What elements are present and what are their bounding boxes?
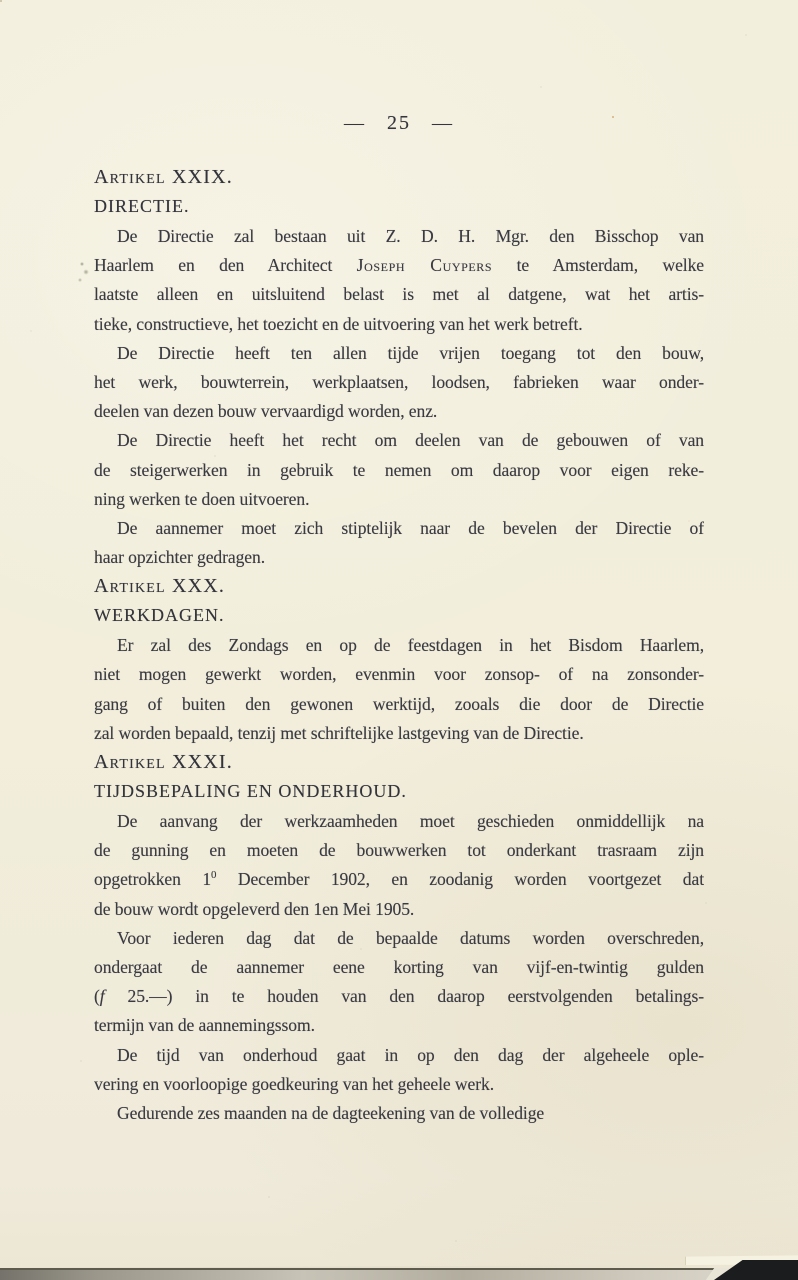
- paragraph: [94, 222, 704, 339]
- text-segment: het werk, bouwterrein, werkplaatsen, loodsen, fabrieken waar onder-: [94, 371, 704, 392]
- article-heading: Artikel XXXI.: [94, 751, 233, 773]
- text-segment: de steigerwerken in gebruik te nemen om daarop voor eigen reke-: [94, 459, 704, 480]
- text-segment: 25.—) in te houden van den daarop eerstvolgenden betalings-: [104, 986, 704, 1007]
- text-line: [94, 1041, 704, 1070]
- paragraph: [94, 924, 704, 1041]
- text-line: [94, 690, 704, 719]
- text-line: [94, 953, 704, 982]
- text-segment: (: [94, 986, 100, 1007]
- text-segment: vering en voorloopige goedkeuring van het geheele werk.: [94, 1073, 494, 1094]
- text-line: [94, 222, 704, 251]
- paragraph: [94, 631, 704, 748]
- article-subheading: TIJDSBEPALING EN ONDERHOUD.: [94, 781, 407, 801]
- text-segment: De aannemer moet zich stiptelijk naar de bevelen der Directie of: [117, 517, 704, 538]
- text-segment: tieke, constructieve, het toezicht en de uitvoering van het werk betreft.: [94, 313, 583, 334]
- text-line: [94, 982, 704, 1011]
- article-heading: Artikel XXX.: [94, 575, 226, 598]
- text-line: [94, 895, 704, 924]
- text-line: [94, 865, 704, 894]
- text-segment: ning werken te doen uitvoeren.: [94, 488, 310, 509]
- text-segment: termijn van de aannemingssom.: [94, 1015, 315, 1036]
- text-segment: December 1902, en zoodanig worden voortgezet dat: [216, 869, 704, 890]
- paper-specks: [0, 0, 1, 1]
- text-line: [94, 514, 704, 543]
- text-line: [94, 339, 704, 368]
- text-segment: Gedurende zes maanden na de dagteekening van de volledige: [117, 1102, 545, 1123]
- article-subheading: WERKDAGEN.: [94, 605, 225, 626]
- text-line: [94, 631, 704, 660]
- text-segment: laatste alleen en uitsluitend belast is met al datgene, wat het artis-: [94, 284, 704, 305]
- text-segment: De aanvang der werkzaamheden moet geschieden onmiddellijk na: [117, 811, 704, 831]
- text-line: [94, 397, 704, 426]
- text-segment: opgetrokken 1: [94, 869, 212, 890]
- text-line: [94, 368, 704, 397]
- text-segment: De Directie zal bestaan uit Z. D. H. Mgr. den Bisschop van: [117, 226, 704, 246]
- text-line: [94, 280, 704, 309]
- page-number-header: — 25 —: [344, 112, 454, 134]
- text-line: [94, 1099, 704, 1128]
- paragraph: [94, 1041, 704, 1099]
- text-line: [94, 807, 704, 836]
- ink-smudge: [76, 258, 92, 288]
- superscript: 0: [211, 869, 217, 882]
- text-line: [94, 836, 704, 865]
- text-line: [94, 310, 704, 339]
- florin-sign: f: [99, 986, 105, 1007]
- article-subheading: DIRECTIE.: [94, 196, 190, 216]
- text-line: [94, 485, 704, 514]
- text-segment: te Amsterdam, welke: [492, 255, 704, 276]
- document-body: [94, 163, 704, 1128]
- text-line: [94, 543, 704, 572]
- text-line: [94, 660, 704, 689]
- text-segment: haar opzichter gedragen.: [94, 547, 265, 568]
- text-segment: Haarlem en den Architect: [94, 255, 357, 276]
- book-bottom-edge: [0, 1268, 798, 1280]
- text-segment: deelen van dezen bouw vervaardigd worden, enz.: [94, 401, 438, 422]
- text-segment: ondergaat de aannemer eene korting van vijf-en-twintig gulden: [94, 956, 704, 977]
- text-segment: de gunning en moeten de bouwwerken tot onderkant trasraam zijn: [94, 840, 704, 861]
- paragraph: [94, 807, 704, 924]
- paragraph: [94, 514, 704, 572]
- text-segment: zal worden bepaald, tenzij met schriftelijke lastgeving van de Directie.: [94, 722, 584, 743]
- text-segment: De Directie heeft het recht om deelen van de gebouwen of van: [117, 430, 704, 451]
- text-line: [94, 719, 704, 748]
- text-segment: de bouw wordt opgeleverd den 1en Mei 1905.: [94, 898, 415, 919]
- text-line: [94, 456, 704, 485]
- text-segment: Voor iederen dag dat de bepaalde datums worden overschreden,: [117, 927, 704, 948]
- article-heading: Artikel XXIX.: [94, 166, 233, 188]
- text-segment: De Directie heeft ten allen tijde vrijen toegang tot den bouw,: [117, 342, 704, 363]
- text-line: [94, 1011, 704, 1040]
- text-line: [94, 924, 704, 953]
- text-segment: Er zal des Zondags en op de feestdagen in het Bisdom Haarlem,: [117, 635, 704, 656]
- paragraph: [94, 426, 704, 514]
- text-line: [94, 426, 704, 455]
- paragraph: [94, 1099, 704, 1128]
- text-line: [94, 1070, 704, 1099]
- small-caps-name: Joseph Cuypers: [356, 255, 493, 276]
- text-line: [94, 251, 704, 280]
- text-segment: niet mogen gewerkt worden, evenmin voor zonsop- of na zonsonder-: [94, 664, 704, 685]
- paragraph: [94, 339, 704, 427]
- text-segment: gang of buiten den gewonen werktijd, zooals die door de Directie: [94, 693, 704, 714]
- text-segment: De tijd van onderhoud gaat in op den dag der algeheele ople-: [117, 1044, 704, 1065]
